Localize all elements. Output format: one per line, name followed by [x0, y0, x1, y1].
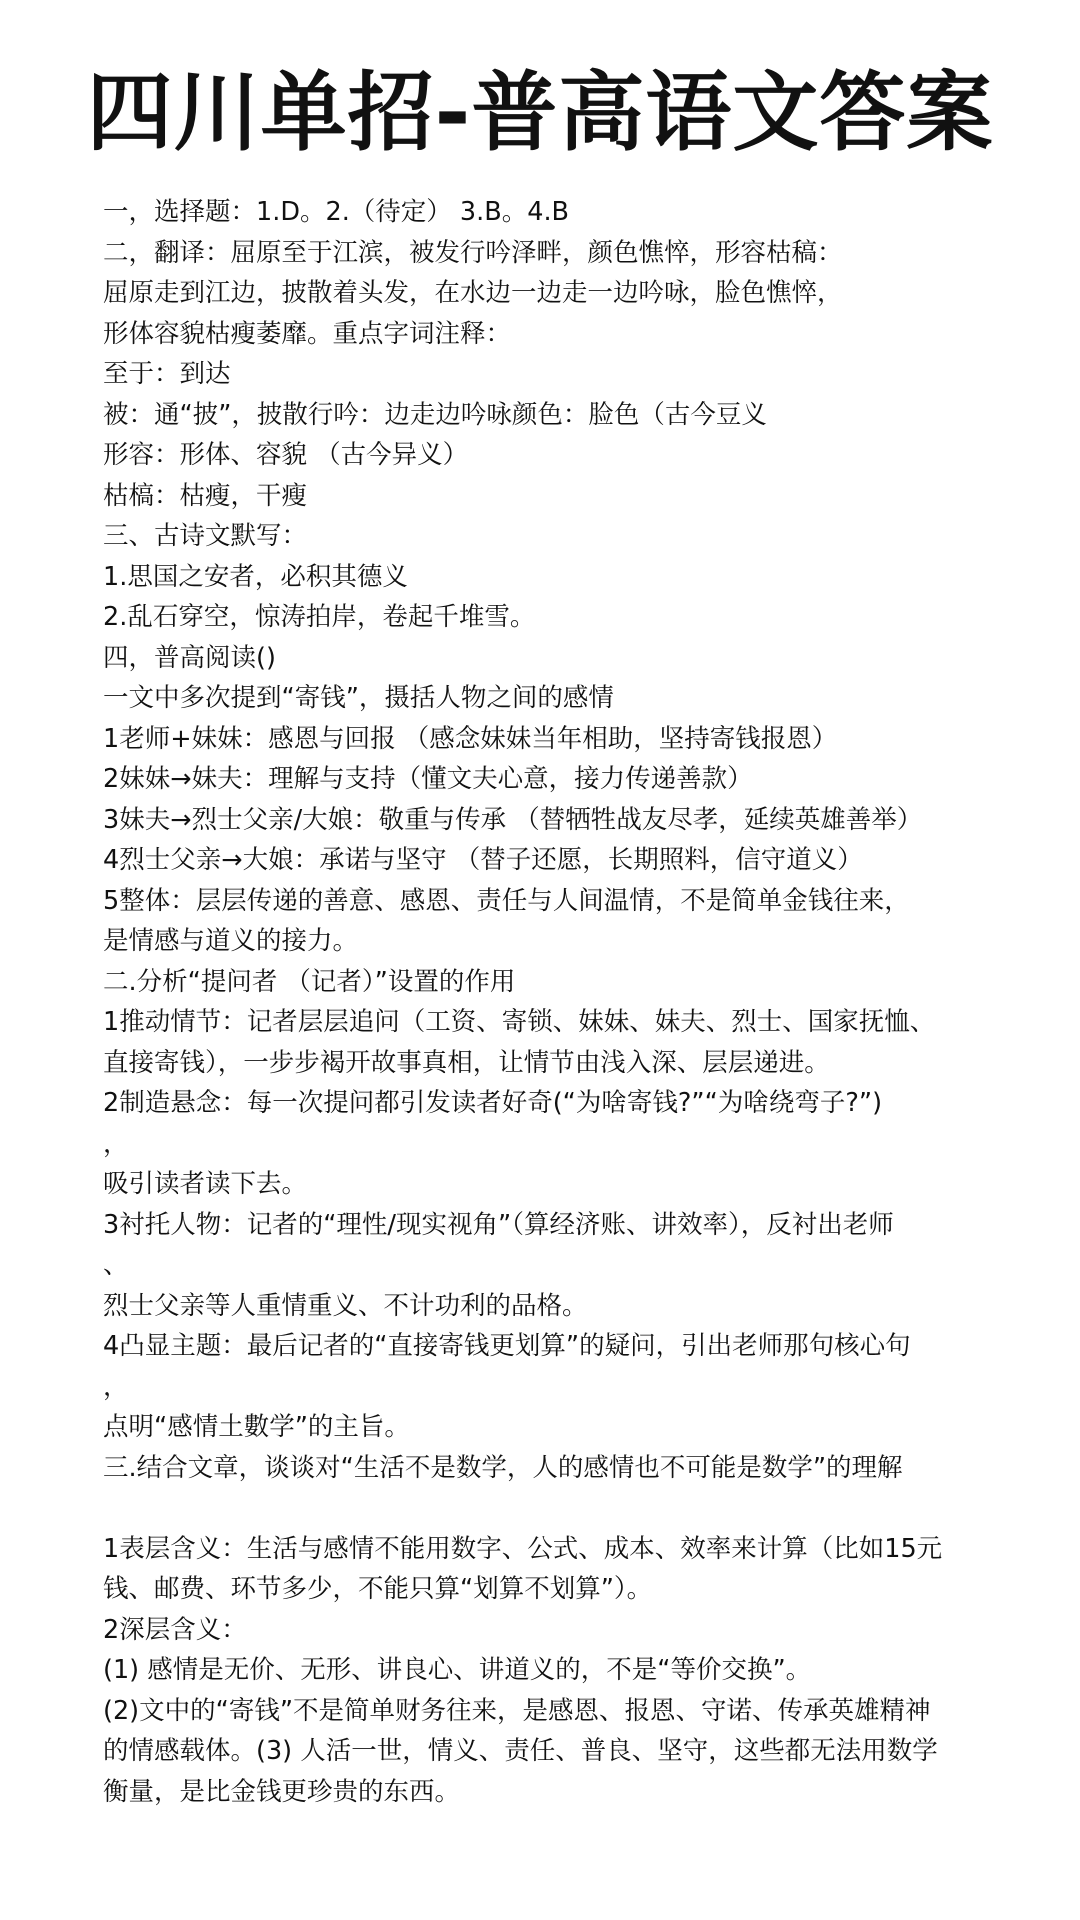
answer-line: 4烈士父亲→大娘：承诺与坚守 （替子还愿，长期照料，信守道义） — [103, 845, 863, 875]
answer-line: (1) 感情是无价、无形、讲良心、讲道义的，不是“等价交换”。 — [103, 1655, 812, 1685]
answer-line: 1.思国之安者，必积其德义 — [103, 561, 408, 592]
answer-line: 4凸显主题：最后记者的“直接寄钱更划算”的疑问，引出老师那句核心句 — [103, 1331, 911, 1361]
answer-line: ， — [103, 1371, 129, 1402]
answer-line: 1表层含义：生活与感情不能用数字、公式、成本、效率来计算（比如15元 — [103, 1533, 943, 1564]
answer-line: 1推动情节：记者层层追问（工资、寄锁、妹妹、妹夫、烈士、国家抚恤、 — [103, 1007, 936, 1037]
answer-line: 、 — [103, 1250, 129, 1280]
answer-line: 枯槁：枯瘦，干瘦 — [103, 480, 308, 511]
answer-line: (2)文中的“寄钱”不是简单财务往来，是感恩、报恩、守诺、传承英雄精神 — [103, 1695, 931, 1726]
answer-line: 5整体：层层传递的善意、感恩、责任与人间温情，不是简单金钱往来， — [103, 885, 910, 916]
answer-line: 形容：形体、容貌 （古今异义） — [103, 440, 469, 470]
answer-line: 直接寄钱），一步步褐开故事真相，让情节由浅入深、层层递进。 — [103, 1047, 830, 1078]
answer-line: 三.结合文章，谈谈对“生活不是数学，人的感情也不可能是数学”的理解 — [103, 1452, 903, 1483]
answer-line: 的情感载体。(3) 人活一世，情义、责任、普良、坚守，这些都无法用数学 — [103, 1736, 938, 1766]
answer-line: 屈原走到江边，披散着头发，在水边一边走一边吟咏，脸色憔悴， — [103, 278, 843, 308]
answer-line: 一文中多次提到“寄钱”，摄括人物之间的感情 — [103, 683, 614, 713]
answer-line: 2制造悬念：每一次提问都引发读者好奇(“为啥寄钱?”“为啥绕弯子?”) — [103, 1088, 883, 1118]
page-title: 四川单招-普高语文答案 — [86, 63, 994, 163]
answer-line: 点明“感情土數学”的主旨。 — [103, 1412, 410, 1442]
answer-line: 2.乱石穿空，惊涛拍岸，卷起千堆雪。 — [103, 602, 536, 632]
answer-line: 二，翻译：屈原至于江滨，被发行吟泽畔，颜色憔悴，形容枯稿： — [103, 237, 843, 268]
answer-line: 形体容貌枯瘦萎靡。重点字词注释： — [103, 318, 512, 349]
answer-line: 钱、邮费、环节多少，不能只算“划算不划算”）。 — [103, 1574, 653, 1604]
blank-line — [103, 1488, 1023, 1529]
answer-line: 是情感与道义的接力。 — [103, 926, 359, 956]
answer-line: 烈士父亲等人重情重义、不计功利的品格。 — [103, 1290, 588, 1321]
answer-line: ， — [103, 1128, 129, 1159]
answer-line: 衡量，是比金钱更珍贵的东西。 — [103, 1776, 461, 1807]
answer-line: 2深层含义： — [103, 1614, 247, 1645]
answer-line: 四，普高阅读() — [103, 642, 276, 673]
answer-line: 1老师+妹妹：感恩与回报 （感念妹妹当年相助，坚持寄钱报恩） — [103, 723, 838, 754]
answer-line: 至于：到达 — [103, 359, 231, 389]
answer-body — [103, 192, 1023, 1812]
answer-line: 一，选择题：1.D。2.（待定） 3.B。4.B — [103, 197, 570, 227]
answer-line: 三、古诗文默写： — [103, 521, 308, 551]
answer-line: 吸引读者读下去。 — [103, 1169, 308, 1199]
answer-line: 3衬托人物：记者的“理性/现实视角”（算经济账、讲效率），反衬出老师 — [103, 1209, 894, 1240]
answer-line: 二.分析“提问者 （记者）”设置的作用 — [103, 966, 516, 997]
answer-line: 被：通“披”，披散行吟：边走边吟咏颜色：脸色（古今豆义 — [103, 399, 767, 430]
answer-line: 2妹妹→妹夫：理解与支持（懂文夫心意，接力传递善款） — [103, 764, 753, 794]
answer-line: 3妹夫→烈士父亲/大娘：敬重与传承 （替牺牲战友尽孝，延续英雄善举） — [103, 804, 923, 835]
